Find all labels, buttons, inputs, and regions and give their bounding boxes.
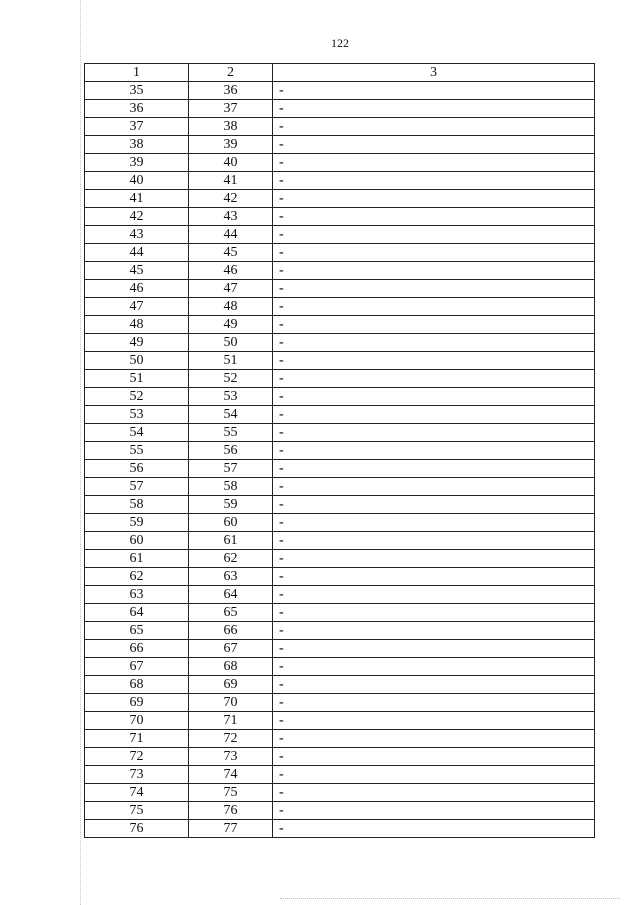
table-row: [85, 532, 595, 550]
cell-col-1: 48: [85, 316, 189, 334]
cell-col-3: -: [273, 496, 595, 514]
cell-col-2: 51: [189, 352, 273, 370]
cell-col-3: -: [273, 316, 595, 334]
header-cell-2: 2: [189, 64, 273, 82]
cell-col-1: 74: [85, 784, 189, 802]
cell-col-1: 56: [85, 460, 189, 478]
table-row: [85, 262, 595, 280]
table-row: [85, 82, 595, 100]
table-row: [85, 316, 595, 334]
table-row: [85, 802, 595, 820]
cell-col-3: -: [273, 208, 595, 226]
cell-col-1: 40: [85, 172, 189, 190]
table-row: [85, 730, 595, 748]
cell-col-2: 57: [189, 460, 273, 478]
table-container: [84, 63, 594, 838]
cell-col-2: 68: [189, 658, 273, 676]
table-row: [85, 820, 595, 838]
cell-col-2: 76: [189, 802, 273, 820]
cell-col-3: -: [273, 586, 595, 604]
cell-col-3: -: [273, 658, 595, 676]
table-row: [85, 280, 595, 298]
cell-col-3: -: [273, 640, 595, 658]
cell-col-2: 39: [189, 136, 273, 154]
cell-col-2: 41: [189, 172, 273, 190]
cell-col-1: 61: [85, 550, 189, 568]
cell-col-3: -: [273, 676, 595, 694]
cell-col-3: -: [273, 136, 595, 154]
cell-col-2: 48: [189, 298, 273, 316]
cell-col-2: 45: [189, 244, 273, 262]
table-row: [85, 766, 595, 784]
cell-col-3: -: [273, 262, 595, 280]
cell-col-2: 71: [189, 712, 273, 730]
cell-col-1: 63: [85, 586, 189, 604]
cell-col-2: 62: [189, 550, 273, 568]
cell-col-3: -: [273, 82, 595, 100]
table-row: [85, 388, 595, 406]
table-row: [85, 784, 595, 802]
cell-col-3: -: [273, 622, 595, 640]
cell-col-1: 44: [85, 244, 189, 262]
cell-col-1: 47: [85, 298, 189, 316]
cell-col-1: 72: [85, 748, 189, 766]
cell-col-2: 42: [189, 190, 273, 208]
cell-col-3: -: [273, 226, 595, 244]
table-row: [85, 136, 595, 154]
table-row: [85, 298, 595, 316]
cell-col-1: 57: [85, 478, 189, 496]
cell-col-1: 68: [85, 676, 189, 694]
cell-col-1: 59: [85, 514, 189, 532]
cell-col-2: 50: [189, 334, 273, 352]
table-row: [85, 406, 595, 424]
cell-col-2: 36: [189, 82, 273, 100]
cell-col-2: 47: [189, 280, 273, 298]
table-row: [85, 442, 595, 460]
cell-col-2: 58: [189, 478, 273, 496]
cell-col-3: -: [273, 820, 595, 838]
cell-col-3: -: [273, 280, 595, 298]
cell-col-3: -: [273, 244, 595, 262]
cell-col-1: 54: [85, 424, 189, 442]
table-row: [85, 694, 595, 712]
cell-col-1: 51: [85, 370, 189, 388]
cell-col-3: -: [273, 298, 595, 316]
table-row: [85, 514, 595, 532]
cell-col-1: 76: [85, 820, 189, 838]
cell-col-3: -: [273, 118, 595, 136]
cell-col-2: 49: [189, 316, 273, 334]
cell-col-1: 36: [85, 100, 189, 118]
table-row: [85, 154, 595, 172]
page-number: 122: [331, 36, 349, 50]
table-row: [85, 190, 595, 208]
table-row: [85, 118, 595, 136]
cell-col-3: -: [273, 694, 595, 712]
cell-col-3: -: [273, 478, 595, 496]
cell-col-2: 63: [189, 568, 273, 586]
cell-col-1: 60: [85, 532, 189, 550]
table-row: [85, 208, 595, 226]
header-row: [85, 64, 595, 82]
table-row: [85, 424, 595, 442]
cell-col-2: 53: [189, 388, 273, 406]
cell-col-2: 52: [189, 370, 273, 388]
cell-col-2: 55: [189, 424, 273, 442]
table-row: [85, 334, 595, 352]
table-row: [85, 172, 595, 190]
footer-mark: [280, 898, 620, 902]
cell-col-2: 70: [189, 694, 273, 712]
cell-col-3: -: [273, 172, 595, 190]
cell-col-1: 70: [85, 712, 189, 730]
cell-col-2: 73: [189, 748, 273, 766]
cell-col-2: 75: [189, 784, 273, 802]
cell-col-3: -: [273, 604, 595, 622]
cell-col-3: -: [273, 532, 595, 550]
cell-col-3: -: [273, 514, 595, 532]
cell-col-1: 62: [85, 568, 189, 586]
cell-col-1: 67: [85, 658, 189, 676]
table-row: [85, 712, 595, 730]
cell-col-1: 58: [85, 496, 189, 514]
table-row: [85, 640, 595, 658]
cell-col-1: 66: [85, 640, 189, 658]
cell-col-3: -: [273, 460, 595, 478]
cell-col-1: 43: [85, 226, 189, 244]
cell-col-1: 42: [85, 208, 189, 226]
table-body: [85, 82, 595, 838]
table-row: [85, 748, 595, 766]
cell-col-1: 45: [85, 262, 189, 280]
cell-col-3: -: [273, 190, 595, 208]
cell-col-3: -: [273, 406, 595, 424]
cell-col-3: -: [273, 100, 595, 118]
cell-col-2: 38: [189, 118, 273, 136]
cell-col-1: 53: [85, 406, 189, 424]
table-row: [85, 352, 595, 370]
cell-col-3: -: [273, 712, 595, 730]
cell-col-2: 65: [189, 604, 273, 622]
cell-col-3: -: [273, 334, 595, 352]
table-row: [85, 568, 595, 586]
cell-col-2: 72: [189, 730, 273, 748]
cell-col-2: 74: [189, 766, 273, 784]
cell-col-2: 56: [189, 442, 273, 460]
cell-col-1: 41: [85, 190, 189, 208]
cell-col-3: -: [273, 730, 595, 748]
cell-col-3: -: [273, 352, 595, 370]
cell-col-3: -: [273, 388, 595, 406]
table-row: [85, 604, 595, 622]
cell-col-3: -: [273, 550, 595, 568]
cell-col-1: 73: [85, 766, 189, 784]
header-cell-1: 1: [85, 64, 189, 82]
cell-col-3: -: [273, 766, 595, 784]
header-cell-3: 3: [273, 64, 595, 82]
cell-col-1: 46: [85, 280, 189, 298]
table-header: [85, 64, 595, 82]
table-row: [85, 676, 595, 694]
table-row: [85, 622, 595, 640]
table-row: [85, 226, 595, 244]
cell-col-1: 65: [85, 622, 189, 640]
cell-col-3: -: [273, 370, 595, 388]
table-row: [85, 586, 595, 604]
cell-col-3: -: [273, 748, 595, 766]
cell-col-2: 54: [189, 406, 273, 424]
cell-col-2: 59: [189, 496, 273, 514]
cell-col-2: 37: [189, 100, 273, 118]
table-row: [85, 100, 595, 118]
cell-col-2: 64: [189, 586, 273, 604]
cell-col-3: -: [273, 568, 595, 586]
table-row: [85, 496, 595, 514]
cell-col-1: 55: [85, 442, 189, 460]
cell-col-3: -: [273, 442, 595, 460]
cell-col-1: 35: [85, 82, 189, 100]
cell-col-2: 77: [189, 820, 273, 838]
table-row: [85, 478, 595, 496]
cell-col-1: 50: [85, 352, 189, 370]
cell-col-1: 38: [85, 136, 189, 154]
cell-col-2: 46: [189, 262, 273, 280]
cell-col-2: 60: [189, 514, 273, 532]
cell-col-1: 71: [85, 730, 189, 748]
cell-col-2: 67: [189, 640, 273, 658]
table-row: [85, 244, 595, 262]
cell-col-1: 69: [85, 694, 189, 712]
cell-col-3: -: [273, 154, 595, 172]
table-row: [85, 550, 595, 568]
table-row: [85, 370, 595, 388]
cell-col-2: 44: [189, 226, 273, 244]
cell-col-3: -: [273, 784, 595, 802]
cell-col-1: 52: [85, 388, 189, 406]
cell-col-3: -: [273, 802, 595, 820]
cell-col-2: 66: [189, 622, 273, 640]
cell-col-3: -: [273, 424, 595, 442]
cell-col-2: 40: [189, 154, 273, 172]
cell-col-1: 49: [85, 334, 189, 352]
cell-col-2: 69: [189, 676, 273, 694]
cell-col-1: 64: [85, 604, 189, 622]
cell-col-2: 61: [189, 532, 273, 550]
table-row: [85, 460, 595, 478]
cell-col-1: 37: [85, 118, 189, 136]
cell-col-2: 43: [189, 208, 273, 226]
binding-margin-line: [80, 0, 81, 905]
table-row: [85, 658, 595, 676]
cell-col-1: 75: [85, 802, 189, 820]
cell-col-1: 39: [85, 154, 189, 172]
data-table: [84, 63, 595, 838]
